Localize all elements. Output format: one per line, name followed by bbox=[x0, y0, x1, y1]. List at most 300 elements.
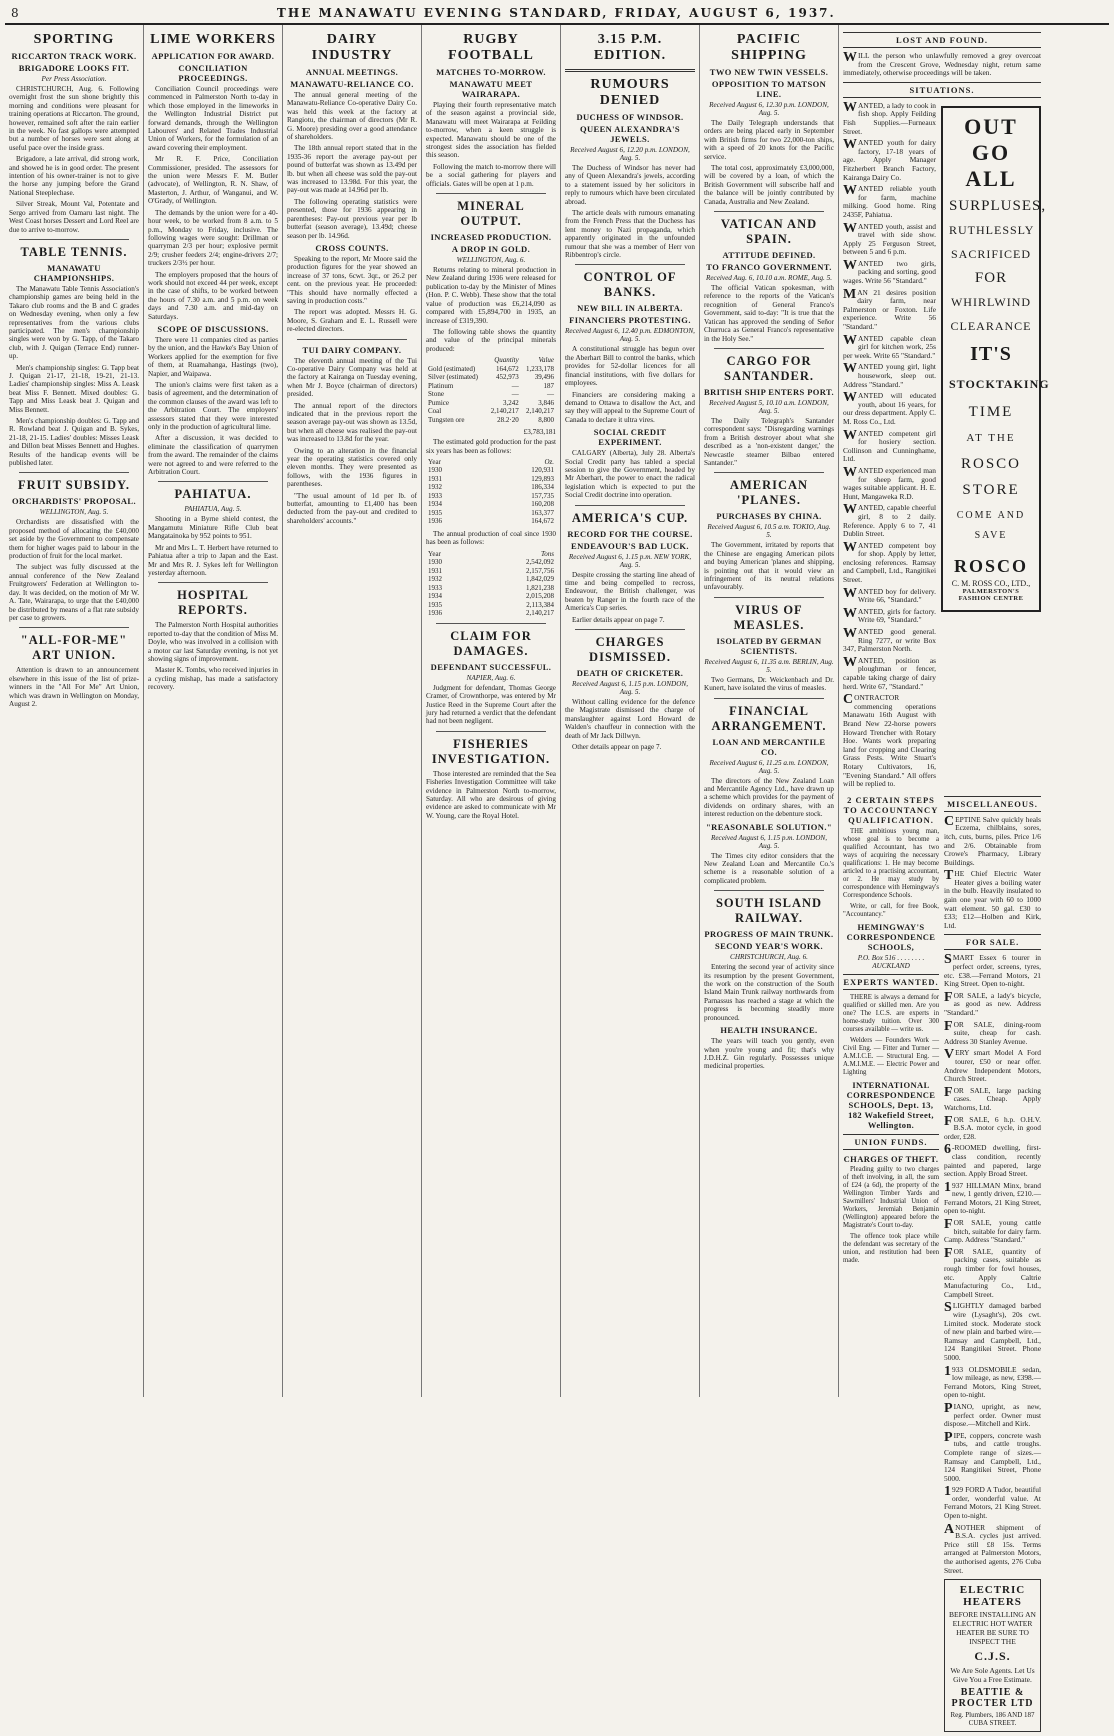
table-cell: 3,242 bbox=[502, 398, 519, 407]
classified-ad: SLIGHTLY damaged barbed wire (Lysaght's), 20s cwt. Limited stock. Moderate stock of new plain and barbed wire.—Ramsay and Campbell, Ltd., 124 Rangitikei Street. Phone 5000. bbox=[944, 1300, 1041, 1362]
subhead: RICCARTON TRACK WORK. bbox=[11, 51, 137, 61]
table-row bbox=[426, 592, 556, 601]
article-paragraph: Men's championship doubles: G. Tapp and R. Rowland beat J. Quigan and B. Sykes, 21-18, 21-15. Ladies' doubles: Misses Leask and Dillon beat Misses Bennett and Hughes. Results of the handicap events will be published later. bbox=[9, 417, 139, 468]
subhead: ISOLATED BY GERMAN SCIENTISTS. bbox=[716, 635, 822, 656]
article-paragraph: CHRISTCHURCH, Aug. 6. Following overnight frost the sun shone brightly this morning and conditions were pleasant for training operations at Riccarton. The ground, however, remained soft after the rain earlier in the week. No fast gallops were attempted but a number of horses were sent along at useful pace over the inside grass. bbox=[9, 85, 139, 152]
article-paragraph: "The usual amount of 1d per lb. of butterfat, amounting to £1,400 has been deducted from the pay-out and credited to shareholders' accounts." bbox=[287, 491, 417, 525]
subhead: PROGRESS OF MAIN TRUNK. bbox=[704, 929, 834, 940]
table-header-cell: Tons bbox=[541, 549, 554, 558]
headline-table-tennis: TABLE TENNIS. bbox=[20, 244, 128, 259]
subhead: CHARGES OF THEFT. bbox=[843, 1153, 939, 1164]
classified-ad: WANTED competent girl for hosiery section. Collinson and Cunninghame, Ltd. bbox=[843, 427, 936, 464]
article-paragraph: Despite crossing the starting line ahead of time and being compelled to recross, Endeavour, the British challenger, was beaten by Ranger in the fourth race of the America's Cup series. bbox=[565, 570, 695, 613]
column-5 bbox=[561, 25, 700, 1397]
ad-text: PALMERSTON'S FASHION CENTRE bbox=[958, 587, 1024, 602]
subhead: INCREASED PRODUCTION. bbox=[430, 232, 552, 243]
table-row bbox=[426, 575, 556, 584]
classified-ad: WANTED good general. Ring 7277, or write Box 347, Palmerston North. bbox=[843, 626, 936, 654]
classified-ad: ANOTHER shipment of B.S.A. cycles just arrived. Price still £8 15s. Terms arranged at Palmerston Motors, the authorised agents, 276 Cuba Street. bbox=[944, 1521, 1041, 1575]
misc-heading: MISCELLANEOUS. bbox=[944, 796, 1041, 812]
table-cell: 1934 bbox=[428, 592, 442, 601]
headline-fruit-subsidy: FRUIT SUBSIDY. bbox=[18, 478, 130, 493]
table-cell: 160,208 bbox=[531, 500, 554, 509]
classified-ad: FOR SALE, dining-room suite, cheap for cash. Address 30 Stanley Avenue. bbox=[944, 1018, 1041, 1046]
article-paragraph: Mr and Mrs L. T. Herbert have returned to Pahiatua after a trip to Japan and the East. Mr and Mrs R. J. Sykes left for Wellington yesterday afternoon. bbox=[148, 543, 278, 577]
subhead: MATCHES TO-MORROW. bbox=[436, 67, 546, 77]
qualification-block bbox=[843, 792, 939, 1736]
divider bbox=[436, 193, 546, 194]
table-cell: 1935 bbox=[428, 508, 442, 517]
headline-south-island-railway: SOUTH ISLAND RAILWAY. bbox=[715, 896, 823, 926]
dateline: Received August 6, 1.15 p.m. LONDON, Aug. 5. bbox=[571, 680, 689, 696]
classified-ad: VERY smart Model A Ford tourer, £50 or near offer. Andrew Independent Motors, Church Street. bbox=[944, 1047, 1041, 1084]
subhead: DEFENDANT SUCCESSFUL. bbox=[430, 661, 552, 672]
article-paragraph: Conciliation Council proceedings were commenced in Palmerston North to-day in which those employed in the limeworks in the Wellington Industrial District put forward demands, through the Wellington Labourers' and Related Trades Industrial Union of Workers, for the formulation of an award covering their employment. bbox=[148, 85, 278, 152]
article-paragraph: Judgment for defendant, Thomas George Cramer, of Crownthorpe, was entered by Mr Justice Reed in the Supreme Court after the jury had returned a verdict that the defendant had not been negligent. bbox=[426, 683, 556, 726]
divider bbox=[565, 69, 695, 72]
ad-text: WHIRLWIND bbox=[950, 294, 1032, 309]
classified-ad: WANTED two girls, packing and sorting, good wages. Write 56 "Standard." bbox=[843, 257, 936, 286]
subhead: ENDEAVOUR'S BAD LUCK. bbox=[571, 540, 689, 551]
article-paragraph: Men's championship singles: G. Tapp beat J. Quigan 21-17, 21-18, 19-21, 21-13. Ladies' championship singles: Miss A. Leask beat Miss F. Bennett. Mixed doubles: G. Tapp and Miss Leask beat J. Quigan and Miss Bennett. bbox=[9, 363, 139, 414]
ad-text: BEFORE INSTALLING AN ELECTRIC HOT WATER HEATER BE SURE TO INSPECT THE bbox=[949, 1610, 1036, 1647]
headline-lime-workers: LIME WORKERS bbox=[150, 32, 276, 47]
table-cell: 28.2·20 bbox=[497, 415, 519, 424]
headline-american-planes: AMERICAN 'PLANES. bbox=[729, 478, 809, 508]
table-row bbox=[426, 509, 556, 518]
column-classifieds bbox=[839, 25, 1050, 1728]
classified-ad: FOR SALE, quantity of packing cases, suitable as rough timber for fowl houses, etc. Apply Caltrie Manufacturing Co., Ltd., Campbell Street. bbox=[944, 1245, 1041, 1299]
headline-hospital-reports: HOSPITAL REPORTS. bbox=[177, 588, 249, 618]
experts-heading: EXPERTS WANTED. bbox=[843, 974, 939, 990]
article-paragraph: Those interested are reminded that the Sea Fisheries Investigation Committee will take evidence in Palmerston North to-morrow, Saturday. All who are desirous of giving evidence are asked to communicate with Mr W. Young, care the Royal Hotel. bbox=[426, 769, 556, 820]
table-row bbox=[426, 500, 556, 509]
article-paragraph: Master K. Tombs, who received injuries in a cycling mishap, has made a satisfactory recovery. bbox=[148, 666, 278, 692]
article-paragraph: Mr R. F. Price, Conciliation Commissioner, presided. The assessors for the union were Messrs F. M. Butler (advocate), of Wellington, R. N. Shaw, of Masterton, J. Arthur, of Wanganui, and W. O'Grady, of Wellington. bbox=[148, 155, 278, 206]
sale-heading: FOR SALE. bbox=[944, 934, 1041, 950]
article-paragraph: Returns relating to mineral production in New Zealand during 1936 were released for publication to-day by the Minister of Mines (Hon. P. C. Webb). These show that the total value of production was £6,214,090 as compared with £5,894,700 in 1935, an increase of £319,390. bbox=[426, 266, 556, 325]
table-cell: 1931 bbox=[428, 474, 442, 483]
classified-ad: CONTRACTOR commencing operations Manawatu 16th August with Brand New 22-horse powers Howard Trencher with Rotary Hoe. Wants work preparing land for cropping and Clearing Grass Pests. Write Stuart's Rotary Cultivators, 16, "Evening Standard." All offers will be replied to. bbox=[843, 692, 936, 789]
table-cell: Silver (estimated) bbox=[428, 373, 478, 382]
table-cell: 1932 bbox=[428, 575, 442, 584]
lost-found-list bbox=[843, 52, 1041, 78]
article-paragraph: The Palmerston North Hospital authorities reported to-day that the condition of Miss M. Doyle, who was involved in a collision with a motor car last Saturday evening, is not yet showing signs of improvement. bbox=[148, 621, 278, 663]
subhead: "REASONABLE SOLUTION." bbox=[706, 821, 832, 832]
rosco-column bbox=[941, 102, 1050, 792]
table-header-cell: Quantity bbox=[494, 356, 519, 365]
classified-ad: MAN 21 desires position dairy farm, near Palmerston or Foxton. Life experience. Write 56 "Standard." bbox=[843, 286, 936, 332]
article-paragraph: Speaking to the report, Mr Moore said the production figures for the year showed an increase of 37 tons, 6cwt. 3qr., or 26.2 per cent. on the previous year. He proceeded: "This should have normally effected a saving in production costs." bbox=[287, 254, 417, 305]
divider bbox=[19, 472, 129, 473]
article-paragraph: Pleading guilty to two charges of theft involving, in all, the sum of £24 (a 6d), the property of the Wellington Timber Yards and Sawmillers' Industrial Union of Workers, Jeremiah Benjamin (Wellington) appeared before the Magistrate's Court to-day. bbox=[843, 1165, 940, 1229]
classified-ad: 1929 FORD A Tudor, beautiful order, wonderful value. At Ferrand Motors, 21 King Street. Open to-night. bbox=[944, 1484, 1041, 1521]
headline-virus-measles: VIRUS OF MEASLES. bbox=[733, 602, 805, 632]
article-paragraph: After a discussion, it was decided to eliminate the classification of quarrymen from the award. The remainder of the claims were not agreed to and were referred to the Arbitration Court. bbox=[148, 434, 278, 477]
table-row bbox=[426, 492, 556, 501]
classified-ad: WANTED experienced man for sheep farm, good wages suitable applicant. H. E. Hunt, Mangaweka R.D. bbox=[843, 464, 936, 501]
table-row bbox=[426, 466, 556, 475]
classified-ad: 1933 OLDSMOBILE sedan, low mileage, as new, £398.—Ferrand Motors, King Street, open to-night. bbox=[944, 1363, 1041, 1400]
table-cell: 1933 bbox=[428, 491, 442, 500]
qualification-heading: 2 CERTAIN STEPS TO ACCOUNTANCY QUALIFICATION. bbox=[843, 794, 939, 825]
classified-ad: WILL the person who unlawfully removed a grey overcoat from the Crescent Grove, Wednesday night, return same immediately, otherwise proceedings will be taken. bbox=[843, 50, 1041, 78]
ad-text: FOR bbox=[974, 269, 1008, 286]
table-header-row bbox=[426, 356, 556, 365]
divider bbox=[158, 481, 268, 482]
ad-text: AT THE bbox=[966, 431, 1016, 444]
table-row bbox=[426, 475, 556, 484]
subhead: ANNUAL MEETINGS. bbox=[305, 67, 399, 77]
article-paragraph: CALGARY (Alberta), July 28. Alberta's Social Credit party has tabled a special session to give the Government, headed by Mr Aberhart, the power to enact the radical legislation which is expected to put the Social Credit doctrine into operation. bbox=[565, 449, 695, 500]
dateline: Received August 6, 11.25 a.m. LONDON, Aug. 5. bbox=[709, 758, 829, 775]
headline-rumours-denied: RUMOURS DENIED bbox=[590, 77, 670, 108]
column-3 bbox=[283, 25, 422, 1397]
headline-americas-cup: AMERICA'S CUP. bbox=[571, 510, 689, 525]
subhead: FINANCIERS PROTESTING. bbox=[569, 315, 691, 326]
article-paragraph: Orchardists are dissatisfied with the proposed method of allocating the £40,000 set aside by the Government to compensate them for higher wages paid to labour in the production of fruit for the local market. bbox=[9, 518, 139, 561]
classified-ad: SMART Essex 6 tourer in perfect order, screens, tyres, etc. £38.—Ferrand Motors, 21 King Street. Open to-night. bbox=[944, 952, 1041, 989]
dateline: NAPIER, Aug. 6. bbox=[466, 673, 516, 682]
article-paragraph: Attention is drawn to an announcement elsewhere in this issue of the list of prize-winners in the "All For Me" Art Union, which was drawn in Wellington on Monday, August 2. bbox=[9, 666, 139, 708]
subhead: NEW BILL IN ALBERTA. bbox=[577, 303, 683, 314]
ad-text: STORE bbox=[962, 481, 1020, 498]
mineral-table bbox=[426, 356, 556, 424]
article-paragraph: The annual production of coal since 1930 has been as follows: bbox=[426, 529, 556, 547]
classified-ad: WANTED capable clean girl for kitchen work, 25s per week. Write 65 "Standard." bbox=[843, 332, 936, 360]
dateline: Received August 6, 12.30 p.m. LONDON, Aug. 5. bbox=[709, 101, 829, 117]
subhead: BRITISH SHIP ENTERS PORT. bbox=[704, 386, 834, 397]
headline-financial-arrangement: FINANCIAL ARRANGEMENT. bbox=[711, 703, 827, 733]
headline-pahiatua: PAHIATUA. bbox=[174, 487, 252, 502]
article-paragraph: Financiers are considering making a demand to Ottawa to disallow the Act, and say they will appeal to the Supreme Court of Canada to declare it ultra vires. bbox=[565, 390, 695, 424]
table-cell: Tungsten ore bbox=[428, 415, 465, 424]
divider bbox=[714, 211, 824, 212]
subhead: MANAWATU MEET WAIRARAPA. bbox=[449, 79, 533, 99]
column-4 bbox=[422, 25, 561, 1397]
divider bbox=[436, 731, 546, 732]
article-paragraph: The eleventh annual meeting of the Tui Co-operative Dairy Company was held at the factory at Kairanga on Tuesday evening, when Mr J. Boyce (chairman of directors) presided. bbox=[287, 356, 417, 399]
dateline: Received August 6, 12.20 p.m. LONDON, Aug. 5. bbox=[570, 146, 690, 162]
divider bbox=[575, 505, 685, 506]
newspaper-title: THE MANAWATU EVENING STANDARD, FRIDAY, AUGUST 6, 1937. bbox=[276, 6, 836, 20]
union-heading: UNION FUNDS. bbox=[843, 1134, 939, 1150]
article-paragraph: The annual report of the directors indicated that in the previous report the season average pay-out was shown as 13.5d, but when all cheese was realised the pay-out was increased to 13.8d for the year. bbox=[287, 401, 417, 444]
table-header-cell: Value bbox=[538, 356, 554, 365]
table-cell: 163,377 bbox=[531, 508, 554, 517]
subhead: MANAWATU-RELIANCE CO. bbox=[290, 79, 414, 89]
article-paragraph: A constitutional struggle has begun over the Aberhart Bill to control the banks, which provides for 52-dollar licences for all financial institutions, with five dollars for employees. bbox=[565, 345, 695, 388]
edition-label: 3.15 P.M. EDITION. bbox=[593, 32, 667, 63]
table-cell: 1936 bbox=[428, 609, 442, 618]
electric-heaters-ad bbox=[944, 1579, 1041, 1732]
table-cell: 2,542,092 bbox=[526, 558, 554, 567]
table-cell: 1932 bbox=[428, 483, 442, 492]
subhead: BRIGADORE LOOKS FIT. bbox=[18, 63, 130, 73]
divider bbox=[575, 629, 685, 630]
table-cell: 2,140,217 bbox=[526, 407, 554, 416]
ad-brand: BEATTIE & PROCTER LTD bbox=[951, 1687, 1034, 1710]
table-cell: 187 bbox=[543, 381, 554, 390]
table-cell: Pumice bbox=[428, 398, 449, 407]
headline-vatican-spain: VATICAN AND SPAIN. bbox=[720, 217, 818, 247]
table-cell: — bbox=[511, 381, 519, 390]
headline-rugby-football: RUGBY FOOTBALL bbox=[448, 32, 534, 63]
article-paragraph: The Daily Telegraph's Santander correspondent says: "Disregarding warnings from a British destroyer about what she described as a 'non-existent danger,' the Newcastle steamer Bilbao entered Santander." bbox=[704, 416, 834, 467]
table-header-row bbox=[426, 550, 556, 559]
school-name: INTERNATIONAL CORRESPONDENCE SCHOOLS, Dept. 13, 182 Wakefield Street, Wellington. bbox=[846, 1079, 936, 1130]
classified-ad: WANTED, capable cheerful girl, 8 to 2 daily. Reference. Apply 6 to 7, 41 Dublin Street. bbox=[843, 502, 936, 539]
subhead: A DROP IN GOLD. bbox=[451, 244, 531, 255]
ad-text: ROSCO bbox=[960, 455, 1022, 472]
table-cell: Platinum bbox=[428, 381, 454, 390]
headline-cargo-santander: CARGO FOR SANTANDER. bbox=[724, 353, 814, 383]
table-header-cell: Oz. bbox=[544, 457, 554, 466]
article-paragraph: The annual general meeting of the Manawatu-Reliance Co-operative Dairy Co. was held this week at the factory at Rangiotu, the chairman of directors (Mr R. G. Moore) presiding over a good attendance of shareholders. bbox=[287, 91, 417, 142]
classified-ad: WANTED, a lady to cook in fish shop. Apply Feilding Fish Supplies.—Furneaux Street. bbox=[843, 99, 936, 136]
article-paragraph: THE ambitious young man, whose goal is to become a qualified Accountant, has two ways of acquiring the necessary qualifications: 1. He may become articled to a practising accountant, or 2. He may study by correspondence with Hemingway's Correspondence Schools. bbox=[843, 827, 940, 899]
classified-split-lower bbox=[843, 792, 1041, 1736]
table-cell: 2,157,756 bbox=[526, 566, 554, 575]
article-paragraph: The article deals with rumours emanating from the French Press that the Duchess has lent money to Nazi propaganda, which apparently originated in the unfounded rumour that she was a member of Herr von Ribbentrop's circle. bbox=[565, 209, 695, 260]
divider bbox=[19, 627, 129, 628]
article-paragraph: Write, or call, for free Book, "Accountancy." bbox=[843, 902, 940, 918]
table-row bbox=[426, 609, 556, 618]
table-cell: Stone bbox=[428, 390, 444, 399]
headline-art-union: "ALL-FOR-ME" ART UNION. bbox=[20, 633, 128, 663]
table-row bbox=[426, 390, 556, 399]
headline-claim-damages: CLAIM FOR DAMAGES. bbox=[450, 628, 532, 658]
dateline: Received August 6, 10.5 a.m. TOKIO, Aug. 5. bbox=[707, 523, 831, 540]
rosco-display-ad bbox=[941, 106, 1050, 612]
table-cell: 1,233,178 bbox=[526, 364, 554, 373]
dateline: Received August 6, 1.15 p.m. LONDON, Aug. 5. bbox=[710, 833, 828, 850]
article-paragraph: Playing their fourth representative match of the season against a provincial side, Manawatu will meet Wairarapa at Feilding to-morrow, when a keen struggle is expected. Manawatu should be one of the strongest sides the association has fielded this season. bbox=[426, 101, 556, 160]
divider bbox=[714, 890, 824, 891]
table-cell: 1935 bbox=[428, 600, 442, 609]
dateline: Received August 6, 1.15 p.m. NEW YORK, Aug. 5. bbox=[568, 552, 692, 569]
classified-ad: CEPTINE Salve quickly heals Eczema, chilblains, sores, itch, cuts, burns, piles. Price 1/6 and 2/6. Obtainable from Crowe's Pharmacy, Library Buildings. bbox=[944, 813, 1041, 867]
subhead: HEALTH INSURANCE. bbox=[720, 1025, 818, 1036]
classified-ad: FOR SALE, young cattle bitch, suitable for dairy farm. Camp. Address "Standard." bbox=[944, 1217, 1041, 1245]
table-row bbox=[426, 373, 556, 382]
ad-text: ALL bbox=[965, 165, 1017, 191]
newspaper-page bbox=[5, 4, 1109, 1728]
school-name: HEMINGWAY'S CORRESPONDENCE SCHOOLS, bbox=[846, 921, 936, 952]
ad-text: We Are Sole Agents. Let Us Give You a Free Estimate. bbox=[950, 1666, 1035, 1685]
table-row bbox=[426, 601, 556, 610]
table-header-cell: Year bbox=[428, 457, 441, 466]
article-paragraph: The offence took place while the defendant was secretary of the union, and restitution had been made. bbox=[843, 1232, 940, 1264]
dateline: Received Aug. 6, 10.10 a.m. ROME, Aug. 5. bbox=[705, 274, 833, 283]
subhead: RECORD FOR THE COURSE. bbox=[567, 528, 693, 539]
subhead-tui-dairy: TUI DAIRY COMPANY. bbox=[302, 344, 402, 355]
table-header-row bbox=[426, 458, 556, 467]
article-paragraph: The following operating statistics were presented, those for 1936 appearing in parentheses: Pay-out previous year per lb butterfat (season average), 13.49d; cheese season per lb. 14.96d. bbox=[287, 197, 417, 240]
article-paragraph: The following table shows the quantity and value of the principal minerals produced: bbox=[426, 327, 556, 353]
headline-fisheries: FISHERIES INVESTIGATION. bbox=[431, 736, 551, 766]
subhead: SOCIAL CREDIT EXPERIMENT. bbox=[593, 427, 667, 448]
table-cell: 120,931 bbox=[531, 466, 554, 475]
coal-table bbox=[426, 550, 556, 618]
ad-text: STOCKTAKING bbox=[949, 376, 1050, 391]
table-cell: 1936 bbox=[428, 517, 442, 526]
table-cell: 1930 bbox=[428, 558, 442, 567]
dateline: WELLINGTON, Aug. 6. bbox=[456, 256, 526, 265]
ad-text: SACRIFICED bbox=[950, 246, 1031, 261]
divider bbox=[575, 264, 685, 265]
article-paragraph: The estimated gold production for the past six years has been as follows: bbox=[426, 438, 556, 455]
table-cell: 186,334 bbox=[531, 483, 554, 492]
article-paragraph: Two Germans, Dr. Weickenbach and Dr. Kunert, have isolated the virus of measles. bbox=[704, 675, 834, 693]
table-row bbox=[426, 416, 556, 425]
column-1 bbox=[5, 25, 144, 1397]
table-row bbox=[426, 365, 556, 374]
table-total: £3,783,181 bbox=[523, 428, 556, 437]
table-cell: 2,015,208 bbox=[526, 592, 554, 601]
article-paragraph: The official Vatican spokesman, with reference to the reports of the Vatican's recognition of General Franco's Government, said to-day: "It is true that the Vatican has approved the sending of Señor Churruca as General Franco's representative in the Holy See." bbox=[704, 284, 834, 343]
table-cell: Coal bbox=[428, 407, 442, 416]
table-row bbox=[426, 407, 556, 416]
table-cell: 1,821,238 bbox=[526, 583, 554, 592]
article-paragraph: Shooting in a Byrne shield contest, the Mangamutu Miniature Rifle Club beat Mangatainoka by 952 points to 951. bbox=[148, 515, 278, 541]
page-number: 8 bbox=[11, 6, 20, 20]
subhead: PURCHASES BY CHINA. bbox=[716, 511, 822, 522]
sale-list bbox=[944, 954, 1041, 1575]
classified-ad: FOR SALE, 6 h.p. O.H.V. B.S.A. motor cycle, in good order, £28. bbox=[944, 1113, 1041, 1141]
headline-control-banks: CONTROL OF BANKS. bbox=[583, 270, 677, 300]
subhead: SCOPE OF DISCUSSIONS. bbox=[157, 323, 269, 334]
article-paragraph: The subject was fully discussed at the annual conference of the New Zealand Fruitgrowers' Federation at Wellington to-day. It was decided, on the motion of Mr W. A. Tate, Wairarapa, to urge that the £40,000 be distributed by means of a flat rate subsidy per case to growers. bbox=[9, 563, 139, 622]
article-paragraph: THERE is always a demand for qualified or skilled men. Are you one? The I.C.S. are experts in home-study tuition. Over 300 courses available — write us. bbox=[843, 993, 940, 1033]
table-row bbox=[426, 567, 556, 576]
classified-ad: WANTED, position as ploughman or fencer, capable taking charge of dairy herd. Write 67, "Standard." bbox=[843, 654, 936, 691]
table-cell: 1930 bbox=[428, 466, 442, 475]
article-paragraph: Following the match to-morrow there will be a social gathering for players and officials. Gates will be open at 1 p.m. bbox=[426, 162, 556, 188]
dateline: Per Press Association. bbox=[41, 75, 107, 83]
sale-block bbox=[944, 792, 1041, 1736]
ad-text: ELECTRIC HEATERS bbox=[959, 1584, 1026, 1609]
subhead: QUEEN ALEXANDRA'S JEWELS. bbox=[579, 124, 681, 144]
article-paragraph: Without calling evidence for the defence the Magistrate dismissed the charge of manslaughter against Lord Howard de Walden's chauffeur in connection with the death of Mr Jack Dillwyn. bbox=[565, 698, 695, 740]
table-cell: 1934 bbox=[428, 500, 442, 509]
ad-text: CLEARANCE bbox=[950, 318, 1032, 333]
table-cell: 157,735 bbox=[531, 491, 554, 500]
article-paragraph: Other details appear on page 7. bbox=[572, 743, 662, 752]
classified-ad: FOR SALE, a lady's bicycle, as good as new. Address "Standard." bbox=[944, 989, 1041, 1017]
headline-mineral-output: MINERAL OUTPUT. bbox=[457, 199, 525, 229]
classified-ad: 6-ROOMED dwelling, first-class condition, recently painted and papered, large section. Apply Broad Street. bbox=[944, 1142, 1041, 1179]
divider bbox=[436, 623, 546, 624]
ad-text: IT'S bbox=[970, 342, 1012, 365]
ad-text: C. M. ROSS CO., LTD., bbox=[951, 578, 1031, 588]
article-paragraph: Earlier details appear on page 7. bbox=[572, 615, 665, 624]
ad-text: C.J.S. bbox=[974, 1649, 1011, 1664]
article-paragraph: The total cost, approximately £3,000,000, will be covered by a loan, of which the British Government will subscribe half and the balance will be jointly contributed by Canada, Australia and New Zealand. bbox=[704, 164, 834, 206]
classified-split bbox=[843, 99, 1050, 792]
headline-pacific-shipping: PACIFIC SHIPPING bbox=[731, 32, 807, 63]
divider bbox=[297, 339, 407, 340]
article-paragraph: Owing to an alteration in the financial year the operating statistics covered only eleven months. They were presented as follows, with the 1936 figures in parentheses. bbox=[287, 446, 417, 489]
table-cell: 452,973 bbox=[495, 373, 519, 382]
ad-text: COME AND SAVE bbox=[956, 509, 1026, 541]
ad-text: SURPLUSES, bbox=[949, 197, 1047, 214]
column-6 bbox=[700, 25, 839, 1397]
table-cell: — bbox=[511, 390, 519, 399]
table-header-cell bbox=[426, 356, 485, 365]
classified-ad: 1937 HILLMAN Minx, brand new, 1 gently driven, £210.—Ferrand Motors, 21 King Street, open to-night. bbox=[944, 1179, 1041, 1216]
classified-ad: WANTED youth, assist and travel with side show. Apply 25 Ferguson Street, between 5 and 6 p.m. bbox=[843, 220, 936, 257]
article-paragraph: The union's claims were first taken as a basis of agreement, and the determination of the common clauses of the award was left to the Arbitration Court. The employers' assessors stated that they were interested only in the production of agricultural lime. bbox=[148, 381, 278, 432]
situations-heading: SITUATIONS. bbox=[843, 82, 1041, 98]
classified-ad: WANTED youth for dairy factory, 17-18 years of age. Apply Manager Fitzherbert Branch Factory, Kairanga Dairy Co. bbox=[843, 137, 936, 182]
ad-text: TIME bbox=[968, 403, 1014, 420]
subhead: CONCILIATION PROCEEDINGS. bbox=[178, 63, 248, 83]
article-paragraph: Silver Streak, Mount Val, Potentate and Sergo arrived from Oamaru last night. The West Coast horses Dessert and Lord Reel are due to arrive to-morrow. bbox=[9, 200, 139, 234]
divider bbox=[714, 698, 824, 699]
ad-text: RUTHLESSLY bbox=[949, 222, 1035, 237]
ad-text: Reg. Plumbers, 186 AND 187 CUBA STREET. bbox=[950, 1711, 1035, 1728]
masthead bbox=[5, 4, 1109, 25]
classified-ad: PIPE, coppers, concrete wash tubs, and cattle troughs. Complete range of sizes.—Ramsay and Campbell, Ltd., 124 Rangitikei Street, Phone 5000. bbox=[944, 1429, 1041, 1483]
subhead: TWO NEW TWIN VESSELS. bbox=[709, 67, 829, 77]
subhead: SECOND YEAR'S WORK. bbox=[715, 941, 823, 952]
subhead: MANAWATU CHAMPIONSHIPS. bbox=[33, 262, 115, 283]
article-paragraph: Welders — Founders Work — Civil Eng. — Fitter and Turner — A.M.I.C.E. — Structural Eng. — A.M.I.M.E. — Electric Power and Lighting bbox=[843, 1036, 940, 1076]
divider bbox=[714, 597, 824, 598]
classified-ad: PIANO, upright, as new, perfect order. Owner must dispose.—Mitchell and Kirk. bbox=[944, 1400, 1041, 1429]
table-cell: 1933 bbox=[428, 583, 442, 592]
headline-dairy-industry: DAIRY INDUSTRY bbox=[311, 32, 393, 63]
divider bbox=[714, 348, 824, 349]
column-2 bbox=[144, 25, 283, 1397]
divider bbox=[19, 239, 129, 240]
article-paragraph: The demands by the union were for a 40-hour week, to be worked from 8 a.m. to 5 p.m., Monday to Friday, inclusive. The following wages were sought: Drillman or quarryman 2/3 per hour; explosive permit 2/9; crusher feeders 2/4; engine-drivers 2/7; truckers 2/3½ per hour. bbox=[148, 208, 278, 268]
situations-list bbox=[843, 99, 936, 792]
subhead: DUCHESS OF WINDSOR. bbox=[576, 112, 684, 122]
columns bbox=[5, 25, 1109, 1728]
dateline: Received August 6, 11.35 a.m. BERLIN, Aug. 5. bbox=[704, 657, 834, 674]
table-cell: 3,846 bbox=[538, 398, 554, 407]
table-cell: 164,672 bbox=[495, 364, 519, 373]
classified-ad: THE Chief Electric Water Heater gives a boiling water in the bulb. Heavily insulated to gain one year with 60 to 1000 watt element. 50 gal. £30 to £33; £12—Holben and Kirk, Ltd. bbox=[944, 868, 1041, 930]
subhead: CROSS COUNTS. bbox=[315, 242, 389, 253]
subhead: ATTITUDE DEFINED. bbox=[722, 250, 816, 261]
classified-ad: WANTED competent boy for shop. Apply by letter, enclosing references. Ramsay and Campbell, Ltd., Rangitikei Street. bbox=[843, 539, 936, 585]
dateline: WELLINGTON, Aug. 5. bbox=[39, 508, 109, 517]
table-cell: 164,672 bbox=[531, 517, 554, 526]
classified-ad: FOR SALE, large packing cases. Cheap. Apply Watchorns, Ltd. bbox=[944, 1084, 1041, 1112]
divider bbox=[158, 582, 268, 583]
lost-found-heading: LOST AND FOUND. bbox=[843, 32, 1041, 48]
article-paragraph: The report was adopted. Messrs H. G. Moore, S. Graham and E. L. Russell were re-elected directors. bbox=[287, 308, 417, 334]
subhead: TO FRANCO GOVERNMENT. bbox=[706, 262, 832, 273]
divider bbox=[714, 472, 824, 473]
dateline: Received August 5, 10.10 a.m. LONDON, Aug. 5. bbox=[709, 398, 829, 415]
ad-text: OUT GO bbox=[964, 113, 1018, 165]
ad-brand: ROSCO bbox=[953, 555, 1028, 576]
article-paragraph: There were 11 companies cited as parties by the union, and the Hawke's Bay Union of Workers applied for the exemption for five of them, at Ruamahanga, Hastings (two), Napier, and Waipawa. bbox=[148, 335, 278, 378]
table-cell: 2,140,217 bbox=[526, 609, 554, 618]
classified-ad: WANTED boy for delivery. Write 66, "Standard." bbox=[843, 585, 936, 605]
article-paragraph: Entering the second year of activity since its resumption by the present Government, the work on the construction of the South Island Main Trunk railway northwards from Parnassus has reached a stage at which the progress is becoming steadily more pronounced. bbox=[704, 963, 834, 1022]
article-paragraph: The Duchess of Windsor has never had any of Queen Alexandra's jewels, according to a statement issued by her solicitors in reply to rumours which have been circulated abroad. bbox=[565, 164, 695, 206]
subhead: APPLICATION FOR AWARD. bbox=[151, 51, 275, 61]
classified-ad: WANTED young girl, light housework, sleep out. Address "Standard." bbox=[843, 361, 936, 389]
table-cell: 2,140,217 bbox=[490, 407, 519, 416]
table-row bbox=[426, 382, 556, 391]
article-paragraph: Brigadore, a late arrival, did strong work, and showed he is in good order. The present intention of his owner-trainer is not to give the horse any jumping before the Grand National Steeplechase. bbox=[9, 155, 139, 197]
